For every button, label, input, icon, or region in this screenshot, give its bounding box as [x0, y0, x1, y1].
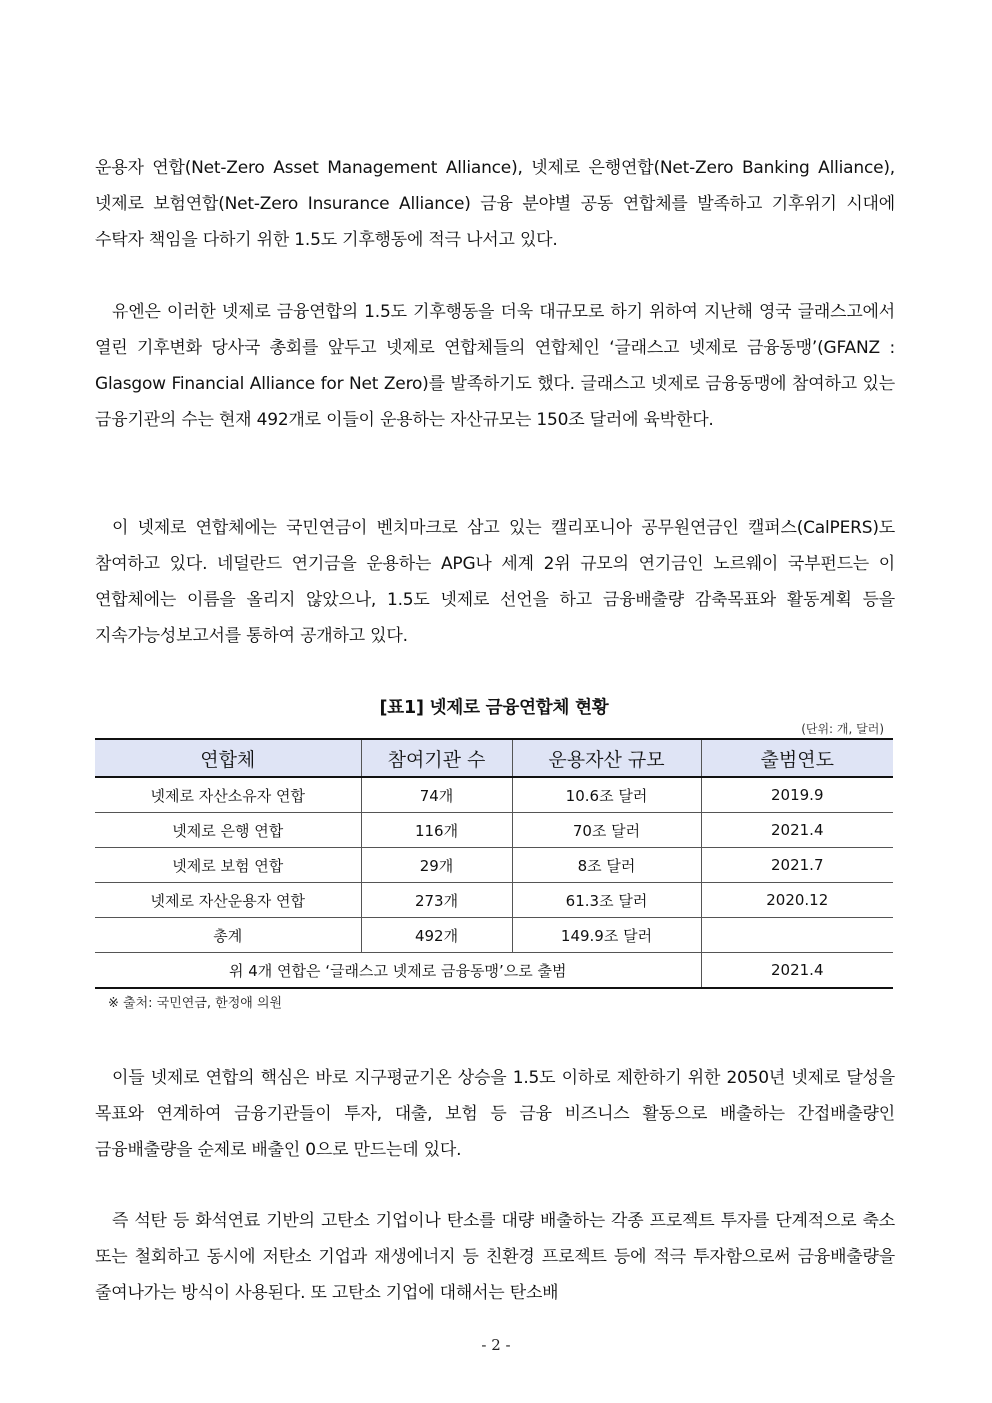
cell-asset-size: 10.6조 달러	[512, 777, 701, 813]
cell-footer-year: 2021.4	[701, 953, 893, 989]
alliance-table	[95, 738, 893, 989]
cell-asset-size: 70조 달러	[512, 813, 701, 848]
body-paragraph-2: 유엔은 이러한 넷제로 금융연합의 1.5도 기후행동을 더욱 대규모로 하기 위하여 지난해 영국 글래스고에서 열린 기후변화 당사국 총회를 앞두고 넷제로 연합체들의 연합체인 ‘글래스고 넷제로 금융동맹’(GFANZ : Glasgow Financial Alliance for Net Zero)를 발족하기도 했다. 글래스고 넷제로 금융동맹에 참여하고 있는 금융기관의 수는 현재 492개로 이들이 운용하는 자산규모는 150조 달러에 육박한다.	[95, 302, 895, 430]
table-row	[95, 848, 893, 883]
table-row	[95, 777, 893, 813]
cell-launch-year: 2020.12	[701, 883, 893, 918]
table-row	[95, 883, 893, 918]
cell-launch-year: 2021.4	[701, 813, 893, 848]
table-header-row	[95, 739, 893, 777]
body-paragraph-4: 이들 넷제로 연합의 핵심은 바로 지구평균기온 상승을 1.5도 이하로 제한하기 위한 2050년 넷제로 달성을 목표와 연계하여 금융기관들이 투자, 대출, 보험 등 금융 비즈니스 활동으로 배출하는 간접배출량인 금융배출량을 순제로 배출인 0으로 만드는데 있다.	[95, 1068, 895, 1160]
header-launch-year: 출범연도	[701, 739, 893, 777]
cell-total-assets: 149.9조 달러	[512, 918, 701, 953]
cell-asset-size: 8조 달러	[512, 848, 701, 883]
header-alliance: 연합체	[95, 739, 361, 777]
page-number: - 2 -	[481, 1336, 511, 1354]
cell-alliance: 넷제로 보험 연합	[95, 848, 361, 883]
table-title: [표1] 넷제로 금융연합체 현황	[379, 698, 609, 718]
cell-total-label: 총계	[95, 918, 361, 953]
cell-asset-size: 61.3조 달러	[512, 883, 701, 918]
header-asset-size: 운용자산 규모	[512, 739, 701, 777]
cell-footer-note: 위 4개 연합은 ‘글래스고 넷제로 금융동맹’으로 출범	[95, 953, 701, 989]
body-paragraph-1: 운용자 연합(Net-Zero Asset Management Alliance), 넷제로 은행연합(Net-Zero Banking Alliance), 넷제로 보험연합(Net-Zero Insurance Alliance) 금융 분야별 공동 연합체를 발족하고 기후위기 시대에 수탁자 책임을 다하기 위한 1.5도 기후행동에 적극 나서고 있다.	[95, 158, 895, 250]
cell-alliance: 넷제로 은행 연합	[95, 813, 361, 848]
cell-alliance: 넷제로 자산운용자 연합	[95, 883, 361, 918]
table-source-note: ※ 출처: 국민연금, 한정애 의원	[108, 996, 283, 1011]
cell-launch-year: 2021.7	[701, 848, 893, 883]
table-unit-note: (단위: 개, 달러)	[801, 722, 884, 736]
cell-member-count: 74개	[361, 777, 512, 813]
table-row	[95, 813, 893, 848]
cell-total-year	[701, 918, 893, 953]
header-member-count: 참여기관 수	[361, 739, 512, 777]
body-paragraph-3: 이 넷제로 연합체에는 국민연금이 벤치마크로 삼고 있는 캘리포니아 공무원연금인 캘퍼스(CalPERS)도 참여하고 있다. 네덜란드 연기금을 운용하는 APG나 세계 2위 규모의 연기금인 노르웨이 국부펀드는 이 연합체에는 이름을 올리지 않았으나, 1.5도 넷제로 선언을 하고 금융배출량 감축목표와 활동계획 등을 지속가능성보고서를 통하여 공개하고 있다.	[95, 518, 895, 646]
cell-member-count: 116개	[361, 813, 512, 848]
table-row-total	[95, 918, 893, 953]
cell-member-count: 273개	[361, 883, 512, 918]
table-row-footer	[95, 953, 893, 989]
cell-alliance: 넷제로 자산소유자 연합	[95, 777, 361, 813]
cell-member-count: 29개	[361, 848, 512, 883]
cell-total-count: 492개	[361, 918, 512, 953]
body-paragraph-5: 즉 석탄 등 화석연료 기반의 고탄소 기업이나 탄소를 대량 배출하는 각종 프로젝트 투자를 단계적으로 축소 또는 철회하고 동시에 저탄소 기업과 재생에너지 등 친환경 프로젝트 등에 적극 투자함으로써 금융배출량을 줄여나가는 방식이 사용된다. 또 고탄소 기업에 대해서는 탄소배	[95, 1211, 895, 1303]
cell-launch-year: 2019.9	[701, 777, 893, 813]
